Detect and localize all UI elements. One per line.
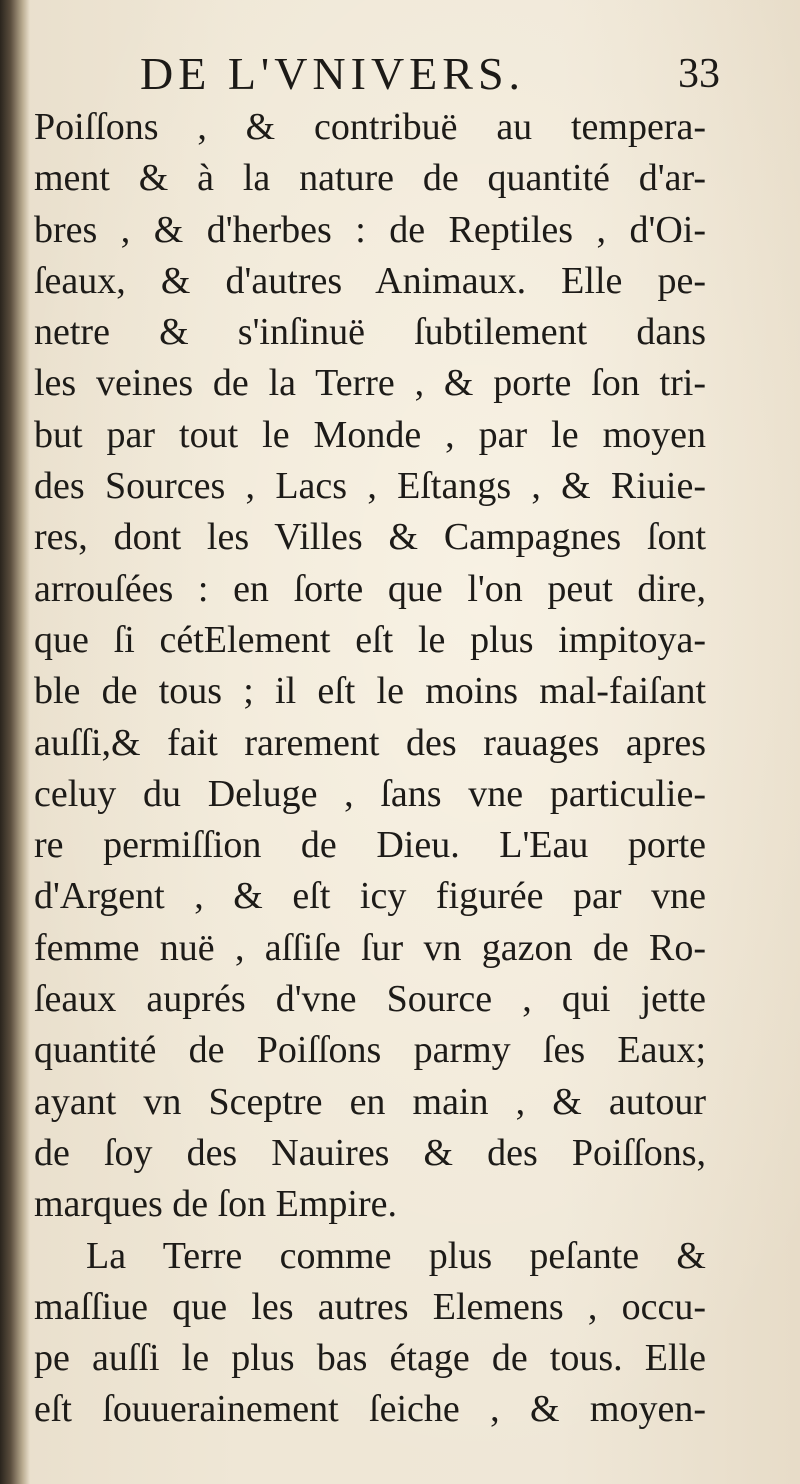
text-line: pe auſſi le plus bas étage de tous. Elle: [34, 1337, 706, 1380]
text-line: re permiſſion de Dieu. L'Eau porte: [34, 824, 706, 867]
body-text: [28, 102, 728, 1436]
text-line: les veines de la Terre , & porte ſon tri-: [34, 362, 706, 405]
text-line: Poiſſons , & contribuë au tempera-: [34, 106, 706, 148]
text-line: but par tout le Monde , par le moyen: [34, 413, 706, 456]
text-line: eſt ſouuerainement ſeiche , & moyen-: [34, 1388, 706, 1431]
text-line: femme nuë , aſſiſe ſur vn gazon de Ro-: [34, 926, 706, 969]
text-line: ment & à la nature de quantité d'ar-: [34, 157, 706, 200]
text-line: d'Argent , & eſt icy figurée par vne: [34, 875, 706, 918]
text-line: de ſoy des Nauires & des Poiſſons,: [34, 1131, 706, 1174]
text-line: quantité de Poiſſons parmy ſes Eaux;: [34, 1029, 706, 1072]
text-line: ayant vn Sceptre en main , & autour: [34, 1080, 706, 1123]
page-number: 33: [678, 51, 720, 97]
text-line: arrouſées : en ſorte que l'on peut dire,: [34, 567, 706, 610]
text-line: maſſiue que les autres Elemens , occu-: [34, 1285, 706, 1328]
text-line: ble de tous ; il eſt le moins mal-faiſant: [34, 670, 706, 713]
text-line: marques de ſon Empire.: [34, 1183, 398, 1226]
text-line: auſſi,& fait rarement des rauages apres: [34, 721, 706, 764]
text-line: res, dont les Villes & Campagnes ſont: [34, 516, 706, 559]
text-line: netre & s'inſinuë ſubtilement dans: [34, 311, 706, 354]
text-line: bres , & d'herbes : de Reptiles , d'Oi-: [34, 208, 706, 251]
text-line: des Sources , Lacs , Eſtangs , & Riuie-: [34, 465, 706, 508]
text-line: ſeaux, & d'autres Animaux. Elle pe-: [34, 259, 706, 302]
paragraph-first-line: La Terre comme plus peſante &: [86, 1234, 706, 1277]
text-line: ſeaux auprés d'vne Source , qui jette: [34, 978, 706, 1021]
text-line: celuy du Deluge , ſans vne particulie-: [34, 772, 706, 815]
text-line: que ſi cétElement eſt le plus impitoya-: [34, 618, 706, 661]
running-title: DE L'VNIVERS.: [140, 48, 526, 99]
page-header: [40, 46, 720, 102]
page-gutter: [0, 0, 30, 1484]
